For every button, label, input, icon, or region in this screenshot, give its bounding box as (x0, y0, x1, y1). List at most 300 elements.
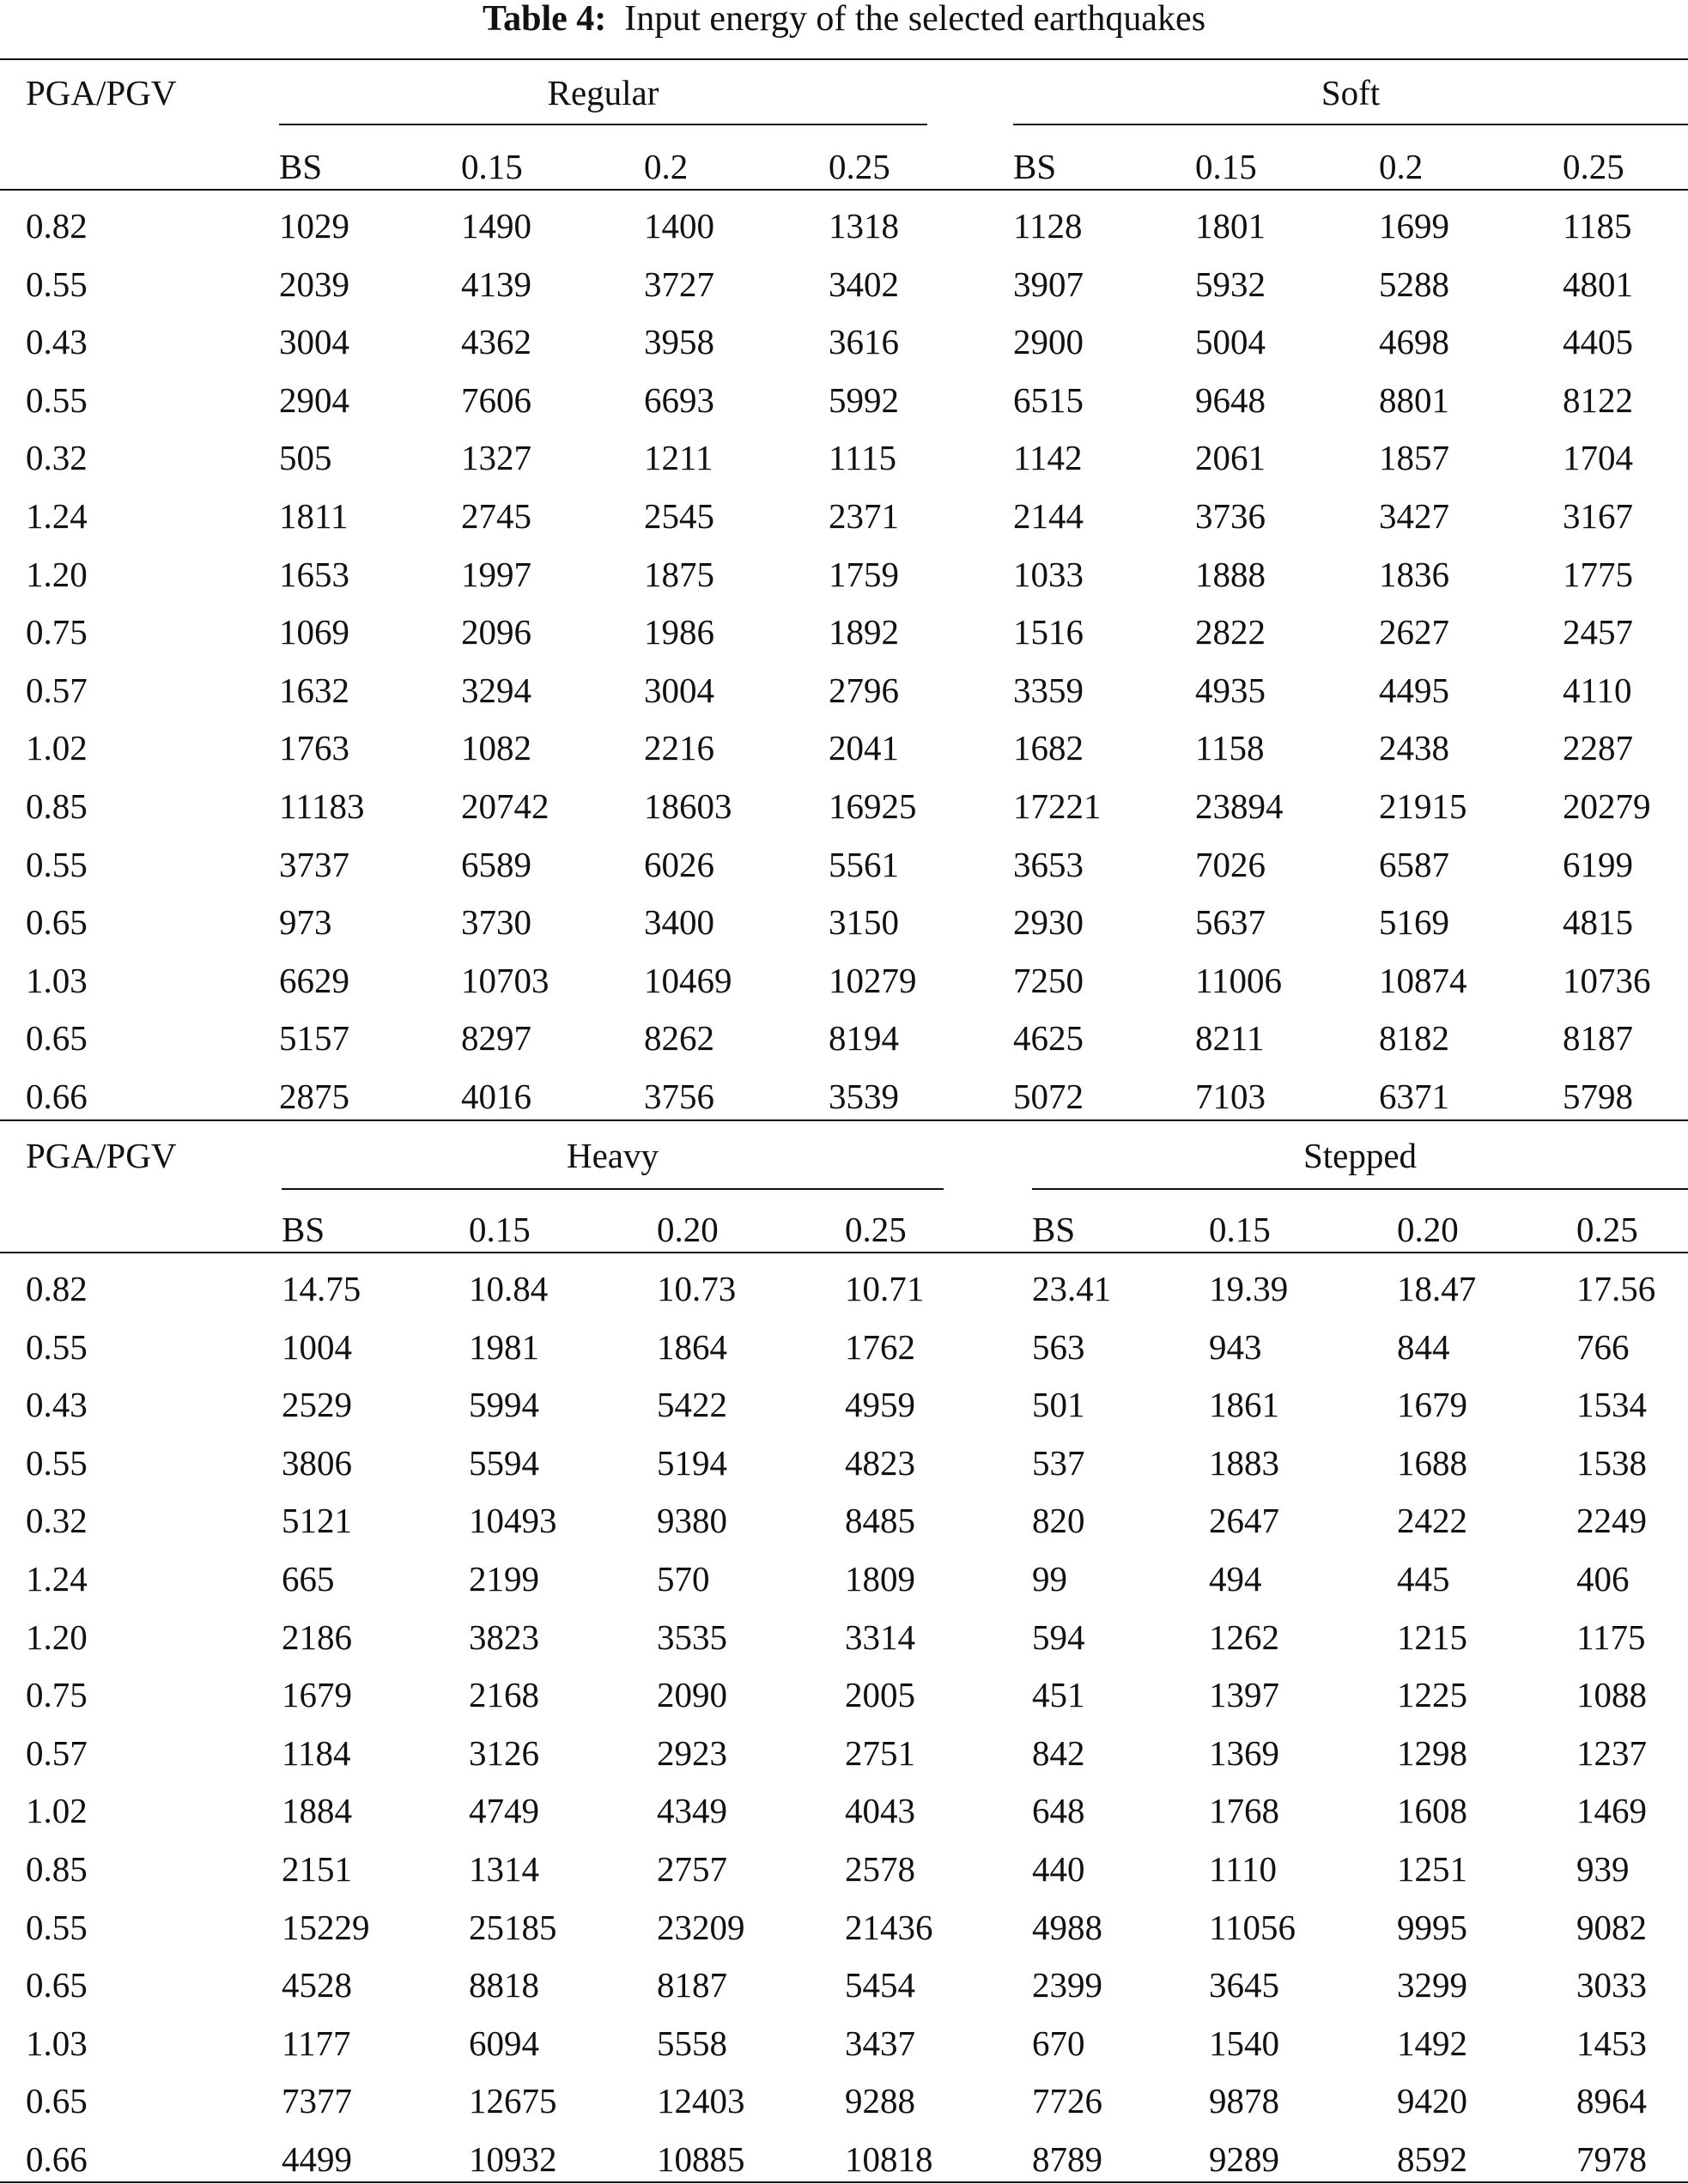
section-1-table-cell: 3737 (279, 845, 349, 884)
section-2-table-cell: 2199 (469, 1559, 539, 1599)
section-2-table-cell: 10932 (469, 2139, 557, 2179)
section-2-table-cell: 9289 (1209, 2139, 1279, 2179)
section-2-table-cell: 5121 (282, 1501, 352, 1540)
section-2-column-header: 0.20 (657, 1210, 719, 1249)
section-2-table-cell: 12675 (469, 2081, 557, 2120)
section-2-table-cell: 842 (1032, 1733, 1085, 1773)
section-2-table-cell: 1369 (1209, 1733, 1279, 1773)
section-1-table-cell: 1892 (829, 612, 899, 652)
section-2-table-cell: 5994 (469, 1385, 539, 1424)
section-1-row-label: 0.55 (26, 845, 88, 884)
section-1-table-cell: 7606 (461, 380, 531, 420)
section-1-table-cell: 1759 (829, 555, 899, 594)
section-1-table-cell: 23894 (1195, 786, 1284, 826)
section-1-table-cell: 1029 (279, 206, 349, 246)
section-2-table-cell: 943 (1209, 1327, 1262, 1367)
section-2-row-label: 0.85 (26, 1849, 88, 1889)
section-1-table-cell: 3653 (1013, 845, 1084, 884)
section-1-table-cell: 5932 (1195, 264, 1266, 304)
section-2-table-cell: 18.47 (1397, 1269, 1477, 1308)
section-2-table-cell: 1538 (1576, 1443, 1647, 1483)
section-2-table-cell: 25185 (469, 1908, 557, 1947)
section-1-table-cell: 3539 (829, 1077, 899, 1116)
section-1-table-cell: 973 (279, 902, 332, 942)
section-1-group-header: Regular (547, 73, 659, 112)
section-2-column-header: 0.15 (469, 1210, 531, 1249)
section-1-table-cell: 6199 (1563, 845, 1633, 884)
section-separator-rule (0, 1119, 1688, 1121)
section-1-table-cell: 6371 (1379, 1077, 1449, 1116)
section-1-table-cell: 1318 (829, 206, 899, 246)
section-2-table-cell: 8818 (469, 1965, 539, 2005)
section-1-column-header: BS (279, 147, 323, 186)
section-2-table-cell: 1809 (845, 1559, 915, 1599)
section-1-table-cell: 3736 (1195, 496, 1266, 536)
section-2-table-cell: 1534 (1576, 1385, 1647, 1424)
section-2-table-cell: 1177 (282, 2023, 351, 2063)
section-1-row-label: 0.55 (26, 264, 88, 304)
section-1-table-cell: 1327 (461, 438, 531, 477)
section-1-table-cell: 5288 (1379, 264, 1449, 304)
section-1-table-cell: 3616 (829, 322, 899, 361)
section-2-table-cell: 501 (1032, 1385, 1085, 1424)
section-1-table-cell: 1211 (644, 438, 713, 477)
section-2-table-cell: 766 (1576, 1327, 1630, 1367)
section-2-table-cell: 1184 (282, 1733, 351, 1773)
section-1-table-cell: 2287 (1563, 728, 1633, 767)
section-2-row-header: PGA/PGV (26, 1136, 177, 1175)
section-2-table-cell: 665 (282, 1559, 335, 1599)
section-1-table-cell: 1888 (1195, 555, 1266, 594)
section-1-table-cell: 4110 (1563, 670, 1632, 710)
section-1-row-label: 0.55 (26, 380, 88, 420)
section-2-table-cell: 2399 (1032, 1965, 1102, 2005)
section-1-table-cell: 1069 (279, 612, 349, 652)
section-1-table-cell: 10469 (644, 961, 732, 1000)
section-2-table-cell: 8187 (657, 1965, 727, 2005)
section-1-table-cell: 1836 (1379, 555, 1449, 594)
section-2-table-cell: 1883 (1209, 1443, 1279, 1483)
section-1-table-cell: 8211 (1195, 1018, 1265, 1058)
section-2-table-cell: 1088 (1576, 1675, 1647, 1714)
section-2-table-cell: 2529 (282, 1385, 352, 1424)
section-1-group-underline (279, 124, 927, 125)
section-2-table-cell: 4528 (282, 1965, 352, 2005)
section-2-table-cell: 14.75 (282, 1269, 361, 1308)
section-2-table-cell: 594 (1032, 1617, 1085, 1657)
section-2-table-cell: 1110 (1209, 1849, 1277, 1889)
section-1-group-underline (1013, 124, 1688, 125)
section-1-table-cell: 6026 (644, 845, 714, 884)
section-1-row-label: 0.85 (26, 786, 88, 826)
section-1-table-cell: 2900 (1013, 322, 1084, 361)
section-2-table-cell: 99 (1032, 1559, 1067, 1599)
section-2-group-underline (282, 1188, 944, 1190)
section-2-table-cell: 2005 (845, 1675, 915, 1714)
section-1-table-cell: 2875 (279, 1077, 349, 1116)
section-1-table-cell: 2904 (279, 380, 349, 420)
section-2-table-cell: 2186 (282, 1617, 352, 1657)
section-2-table-cell: 12403 (657, 2081, 745, 2120)
section-2-table-cell: 21436 (845, 1908, 933, 1947)
section-2-table-cell: 10493 (469, 1501, 557, 1540)
table-caption (0, 0, 1688, 38)
section-1-table-cell: 4625 (1013, 1018, 1084, 1058)
section-1-table-cell: 8182 (1379, 1018, 1449, 1058)
section-1-table-cell: 3756 (644, 1077, 714, 1116)
section-1-table-cell: 1986 (644, 612, 714, 652)
section-1-row-header: PGA/PGV (26, 73, 177, 112)
section-1-row-label: 0.75 (26, 612, 88, 652)
table-top-rule (0, 58, 1688, 60)
section-1-table-cell: 3907 (1013, 264, 1084, 304)
section-2-table-cell: 1004 (282, 1327, 352, 1367)
section-2-table-cell: 9082 (1576, 1908, 1647, 1947)
section-1-table-cell: 8262 (644, 1018, 714, 1058)
section-2-table-cell: 1237 (1576, 1733, 1647, 1773)
section-1-row-label: 1.24 (26, 496, 88, 536)
section-2-row-label: 0.55 (26, 1908, 88, 1947)
section-2-table-cell: 537 (1032, 1443, 1085, 1483)
section-1-table-cell: 2930 (1013, 902, 1084, 942)
section-2-table-cell: 440 (1032, 1849, 1085, 1889)
section-1-table-cell: 2061 (1195, 438, 1266, 477)
section-2-table-cell: 23209 (657, 1908, 745, 1947)
section-2-table-cell: 1540 (1209, 2023, 1279, 2063)
section-1-table-cell: 3359 (1013, 670, 1084, 710)
section-1-table-cell: 5798 (1563, 1077, 1633, 1116)
section-1-table-cell: 1811 (279, 496, 349, 536)
section-1-table-cell: 505 (279, 438, 332, 477)
section-1-header-rule (0, 189, 1688, 191)
section-1-table-cell: 1115 (829, 438, 896, 477)
section-2-table-cell: 648 (1032, 1791, 1085, 1830)
section-1-table-cell: 6693 (644, 380, 714, 420)
section-1-table-cell: 8297 (461, 1018, 531, 1058)
section-1-column-header: BS (1013, 147, 1057, 186)
section-2-table-cell: 2249 (1576, 1501, 1647, 1540)
section-2-table-cell: 1397 (1209, 1675, 1279, 1714)
section-2-table-cell: 451 (1032, 1675, 1085, 1714)
section-2-table-cell: 1314 (469, 1849, 539, 1889)
section-1-table-cell: 4016 (461, 1077, 531, 1116)
section-1-row-label: 0.32 (26, 438, 88, 477)
section-1-table-cell: 2096 (461, 612, 531, 652)
section-2-table-cell: 1251 (1397, 1849, 1467, 1889)
section-1-table-cell: 5004 (1195, 322, 1266, 361)
section-2-table-cell: 17.56 (1576, 1269, 1656, 1308)
section-2-table-cell: 1688 (1397, 1443, 1467, 1483)
section-2-table-cell: 1453 (1576, 2023, 1647, 2063)
section-1-row-label: 0.66 (26, 1077, 88, 1116)
section-2-group-header: Heavy (566, 1136, 659, 1175)
section-2-row-label: 1.03 (26, 2023, 88, 2063)
section-2-table-cell: 406 (1576, 1559, 1630, 1599)
section-2-row-label: 0.57 (26, 1733, 88, 1773)
section-2-table-cell: 8592 (1397, 2139, 1467, 2179)
section-1-table-cell: 8122 (1563, 380, 1633, 420)
section-1-table-cell: 2438 (1379, 728, 1449, 767)
section-2-header-rule (0, 1252, 1688, 1253)
section-2-row-label: 0.32 (26, 1501, 88, 1540)
section-1-table-cell: 7103 (1195, 1077, 1266, 1116)
section-1-table-cell: 2041 (829, 728, 899, 767)
section-2-table-cell: 9878 (1209, 2081, 1279, 2120)
section-2-table-cell: 1864 (657, 1327, 727, 1367)
section-1-row-label: 0.65 (26, 1018, 88, 1058)
section-2-table-cell: 2168 (469, 1675, 539, 1714)
section-1-row-label: 1.03 (26, 961, 88, 1000)
section-2-table-cell: 939 (1576, 1849, 1630, 1889)
section-1-table-cell: 6629 (279, 961, 349, 1000)
section-2-column-header: 0.15 (1209, 1210, 1271, 1249)
section-1-table-cell: 4495 (1379, 670, 1449, 710)
section-2-table-cell: 19.39 (1209, 1269, 1289, 1308)
section-2-row-label: 0.55 (26, 1443, 88, 1483)
section-1-table-cell: 1400 (644, 206, 714, 246)
section-2-table-cell: 9380 (657, 1501, 727, 1540)
section-1-table-cell: 3727 (644, 264, 714, 304)
section-1-table-cell: 2627 (1379, 612, 1449, 652)
section-2-table-cell: 10.71 (845, 1269, 925, 1308)
section-2-table-cell: 9420 (1397, 2081, 1467, 2120)
table-label: Table 4: (482, 0, 607, 39)
section-2-table-cell: 11056 (1209, 1908, 1296, 1947)
section-2-table-cell: 670 (1032, 2023, 1085, 2063)
section-2-column-header: BS (1032, 1210, 1076, 1249)
section-2-row-label: 0.65 (26, 1965, 88, 2005)
section-2-table-cell: 570 (657, 1559, 710, 1599)
section-1-table-cell: 3294 (461, 670, 531, 710)
section-2-table-cell: 2923 (657, 1733, 727, 1773)
section-1-table-cell: 5992 (829, 380, 899, 420)
section-2-table-cell: 1884 (282, 1791, 352, 1830)
section-2-column-header: 0.25 (845, 1210, 907, 1249)
section-1-table-cell: 11183 (279, 786, 365, 826)
section-1-table-cell: 7250 (1013, 961, 1084, 1000)
section-1-table-cell: 7026 (1195, 845, 1266, 884)
section-1-table-cell: 8187 (1563, 1018, 1633, 1058)
section-1-table-cell: 6587 (1379, 845, 1449, 884)
section-2-row-label: 1.02 (26, 1791, 88, 1830)
section-2-row-label: 1.24 (26, 1559, 88, 1599)
section-1-table-cell: 3402 (829, 264, 899, 304)
section-1-table-cell: 1033 (1013, 555, 1084, 594)
section-1-table-cell: 3427 (1379, 496, 1449, 536)
section-1-row-label: 0.82 (26, 206, 88, 246)
section-1-column-header: 0.25 (829, 147, 890, 186)
section-2-table-cell: 3823 (469, 1617, 539, 1657)
section-1-table-cell: 20279 (1563, 786, 1651, 826)
section-1-table-cell: 5157 (279, 1018, 349, 1058)
section-2-table-cell: 9288 (845, 2081, 915, 2120)
section-1-table-cell: 10736 (1563, 961, 1651, 1000)
section-1-table-cell: 9648 (1195, 380, 1266, 420)
table-title: Input energy of the selected earthquakes (624, 0, 1206, 39)
section-1-table-cell: 3958 (644, 322, 714, 361)
section-1-table-cell: 1763 (279, 728, 349, 767)
section-2-table-cell: 3314 (845, 1617, 915, 1657)
section-1-table-cell: 4815 (1563, 902, 1633, 942)
section-2-table-cell: 9995 (1397, 1908, 1467, 1947)
section-1-table-cell: 2545 (644, 496, 714, 536)
section-1-table-cell: 6515 (1013, 380, 1084, 420)
section-2-table-cell: 5594 (469, 1443, 539, 1483)
section-1-table-cell: 17221 (1013, 786, 1102, 826)
section-2-table-cell: 1679 (282, 1675, 352, 1714)
section-2-table-cell: 8485 (845, 1501, 915, 1540)
section-1-table-cell: 2039 (279, 264, 349, 304)
section-2-table-cell: 1981 (469, 1327, 539, 1367)
section-2-table-cell: 1861 (1209, 1385, 1279, 1424)
section-2-table-cell: 494 (1209, 1559, 1262, 1599)
section-1-row-label: 0.43 (26, 322, 88, 361)
section-1-table-cell: 2745 (461, 496, 531, 536)
section-2-table-cell: 10818 (845, 2139, 933, 2179)
section-2-table-cell: 1679 (1397, 1385, 1467, 1424)
section-2-table-cell: 1215 (1397, 1617, 1467, 1657)
section-2-table-cell: 1262 (1209, 1617, 1279, 1657)
section-2-table-cell: 3806 (282, 1443, 352, 1483)
section-2-table-cell: 5454 (845, 1965, 915, 2005)
section-1-table-cell: 10874 (1379, 961, 1467, 1000)
section-2-table-cell: 5422 (657, 1385, 727, 1424)
section-1-table-cell: 4139 (461, 264, 531, 304)
section-2-table-cell: 1298 (1397, 1733, 1467, 1773)
section-1-column-header: 0.15 (461, 147, 523, 186)
section-1-table-cell: 5561 (829, 845, 899, 884)
section-1-table-cell: 2457 (1563, 612, 1633, 652)
section-2-table-cell: 2151 (282, 1849, 352, 1889)
section-1-table-cell: 3730 (461, 902, 531, 942)
section-1-table-cell: 18603 (644, 786, 732, 826)
section-2-row-label: 0.65 (26, 2081, 88, 2120)
section-2-row-label: 0.75 (26, 1675, 88, 1714)
section-2-table-cell: 1492 (1397, 2023, 1467, 2063)
section-2-table-cell: 3437 (845, 2023, 915, 2063)
section-2-table-cell: 2757 (657, 1849, 727, 1889)
section-1-table-cell: 4405 (1563, 322, 1633, 361)
section-2-table-cell: 4823 (845, 1443, 915, 1483)
section-1-table-cell: 1704 (1563, 438, 1633, 477)
section-2-table-cell: 4043 (845, 1791, 915, 1830)
section-1-table-cell: 2371 (829, 496, 899, 536)
section-1-table-cell: 10703 (461, 961, 550, 1000)
section-2-table-cell: 4349 (657, 1791, 727, 1830)
section-2-table-cell: 2578 (845, 1849, 915, 1889)
section-2-table-cell: 5194 (657, 1443, 727, 1483)
section-2-table-cell: 3535 (657, 1617, 727, 1657)
section-1-table-cell: 3150 (829, 902, 899, 942)
section-1-table-cell: 8801 (1379, 380, 1449, 420)
section-1-row-label: 1.20 (26, 555, 88, 594)
section-1-table-cell: 4698 (1379, 322, 1449, 361)
section-2-table-cell: 1469 (1576, 1791, 1647, 1830)
section-1-table-cell: 6589 (461, 845, 531, 884)
section-2-table-cell: 23.41 (1032, 1269, 1112, 1308)
section-2-table-cell: 10.73 (657, 1269, 737, 1308)
section-1-table-cell: 1158 (1195, 728, 1265, 767)
section-2-table-cell: 2751 (845, 1733, 915, 1773)
section-1-table-cell: 10279 (829, 961, 917, 1000)
section-1-row-label: 1.02 (26, 728, 88, 767)
section-1-table-cell: 2796 (829, 670, 899, 710)
section-1-column-header: 0.15 (1195, 147, 1257, 186)
section-2-row-label: 0.82 (26, 1269, 88, 1308)
section-1-table-cell: 5072 (1013, 1077, 1084, 1116)
section-2-table-cell: 1175 (1576, 1617, 1646, 1657)
table-bottom-rule (0, 2181, 1688, 2183)
section-1-table-cell: 16925 (829, 786, 917, 826)
section-1-table-cell: 1875 (644, 555, 714, 594)
section-2-table-cell: 8964 (1576, 2081, 1647, 2120)
section-2-table-cell: 1768 (1209, 1791, 1279, 1830)
section-1-table-cell: 4801 (1563, 264, 1633, 304)
section-2-table-cell: 10.84 (469, 1269, 549, 1308)
section-2-column-header: BS (282, 1210, 325, 1249)
section-1-table-cell: 20742 (461, 786, 550, 826)
section-2-table-cell: 3645 (1209, 1965, 1279, 2005)
section-1-group-header: Soft (1321, 73, 1381, 112)
section-1-table-cell: 1632 (279, 670, 349, 710)
section-2-table-cell: 445 (1397, 1559, 1450, 1599)
section-1-table-cell: 1801 (1195, 206, 1266, 246)
section-1-table-cell: 1682 (1013, 728, 1084, 767)
section-2-table-cell: 8789 (1032, 2139, 1102, 2179)
section-1-row-label: 0.65 (26, 902, 88, 942)
section-1-table-cell: 5637 (1195, 902, 1266, 942)
section-2-table-cell: 3126 (469, 1733, 539, 1773)
section-2-table-cell: 2647 (1209, 1501, 1279, 1540)
section-1-table-cell: 2216 (644, 728, 714, 767)
section-1-table-cell: 5169 (1379, 902, 1449, 942)
section-1-column-header: 0.25 (1563, 147, 1624, 186)
section-1-table-cell: 1142 (1013, 438, 1083, 477)
section-1-table-cell: 3400 (644, 902, 714, 942)
section-2-table-cell: 5558 (657, 2023, 727, 2063)
section-2-table-cell: 1225 (1397, 1675, 1467, 1714)
section-1-table-cell: 2822 (1195, 612, 1266, 652)
section-2-table-cell: 820 (1032, 1501, 1085, 1540)
section-2-table-cell: 4499 (282, 2139, 352, 2179)
section-2-table-cell: 6094 (469, 2023, 539, 2063)
section-1-table-cell: 4935 (1195, 670, 1266, 710)
section-1-row-label: 0.57 (26, 670, 88, 710)
section-2-table-cell: 3299 (1397, 1965, 1467, 2005)
section-1-table-cell: 1082 (461, 728, 531, 767)
section-2-row-label: 0.43 (26, 1385, 88, 1424)
section-1-table-cell: 1128 (1013, 206, 1083, 246)
section-1-table-cell: 1997 (461, 555, 531, 594)
section-2-table-cell: 4988 (1032, 1908, 1102, 1947)
section-2-row-label: 0.55 (26, 1327, 88, 1367)
section-1-table-cell: 1490 (461, 206, 531, 246)
section-1-table-cell: 11006 (1195, 961, 1282, 1000)
section-2-column-header: 0.20 (1397, 1210, 1459, 1249)
section-1-table-cell: 3167 (1563, 496, 1633, 536)
section-2-table-cell: 2090 (657, 1675, 727, 1714)
section-2-table-cell: 10885 (657, 2139, 745, 2179)
section-2-table-cell: 4749 (469, 1791, 539, 1830)
section-1-table-cell: 1775 (1563, 555, 1633, 594)
section-2-group-header: Stepped (1302, 1136, 1418, 1175)
section-1-column-header: 0.2 (1379, 147, 1424, 186)
section-2-table-cell: 1608 (1397, 1791, 1467, 1830)
section-2-table-cell: 563 (1032, 1327, 1085, 1367)
section-1-table-cell: 1185 (1563, 206, 1632, 246)
section-2-table-cell: 844 (1397, 1327, 1450, 1367)
section-2-row-label: 1.20 (26, 1617, 88, 1657)
